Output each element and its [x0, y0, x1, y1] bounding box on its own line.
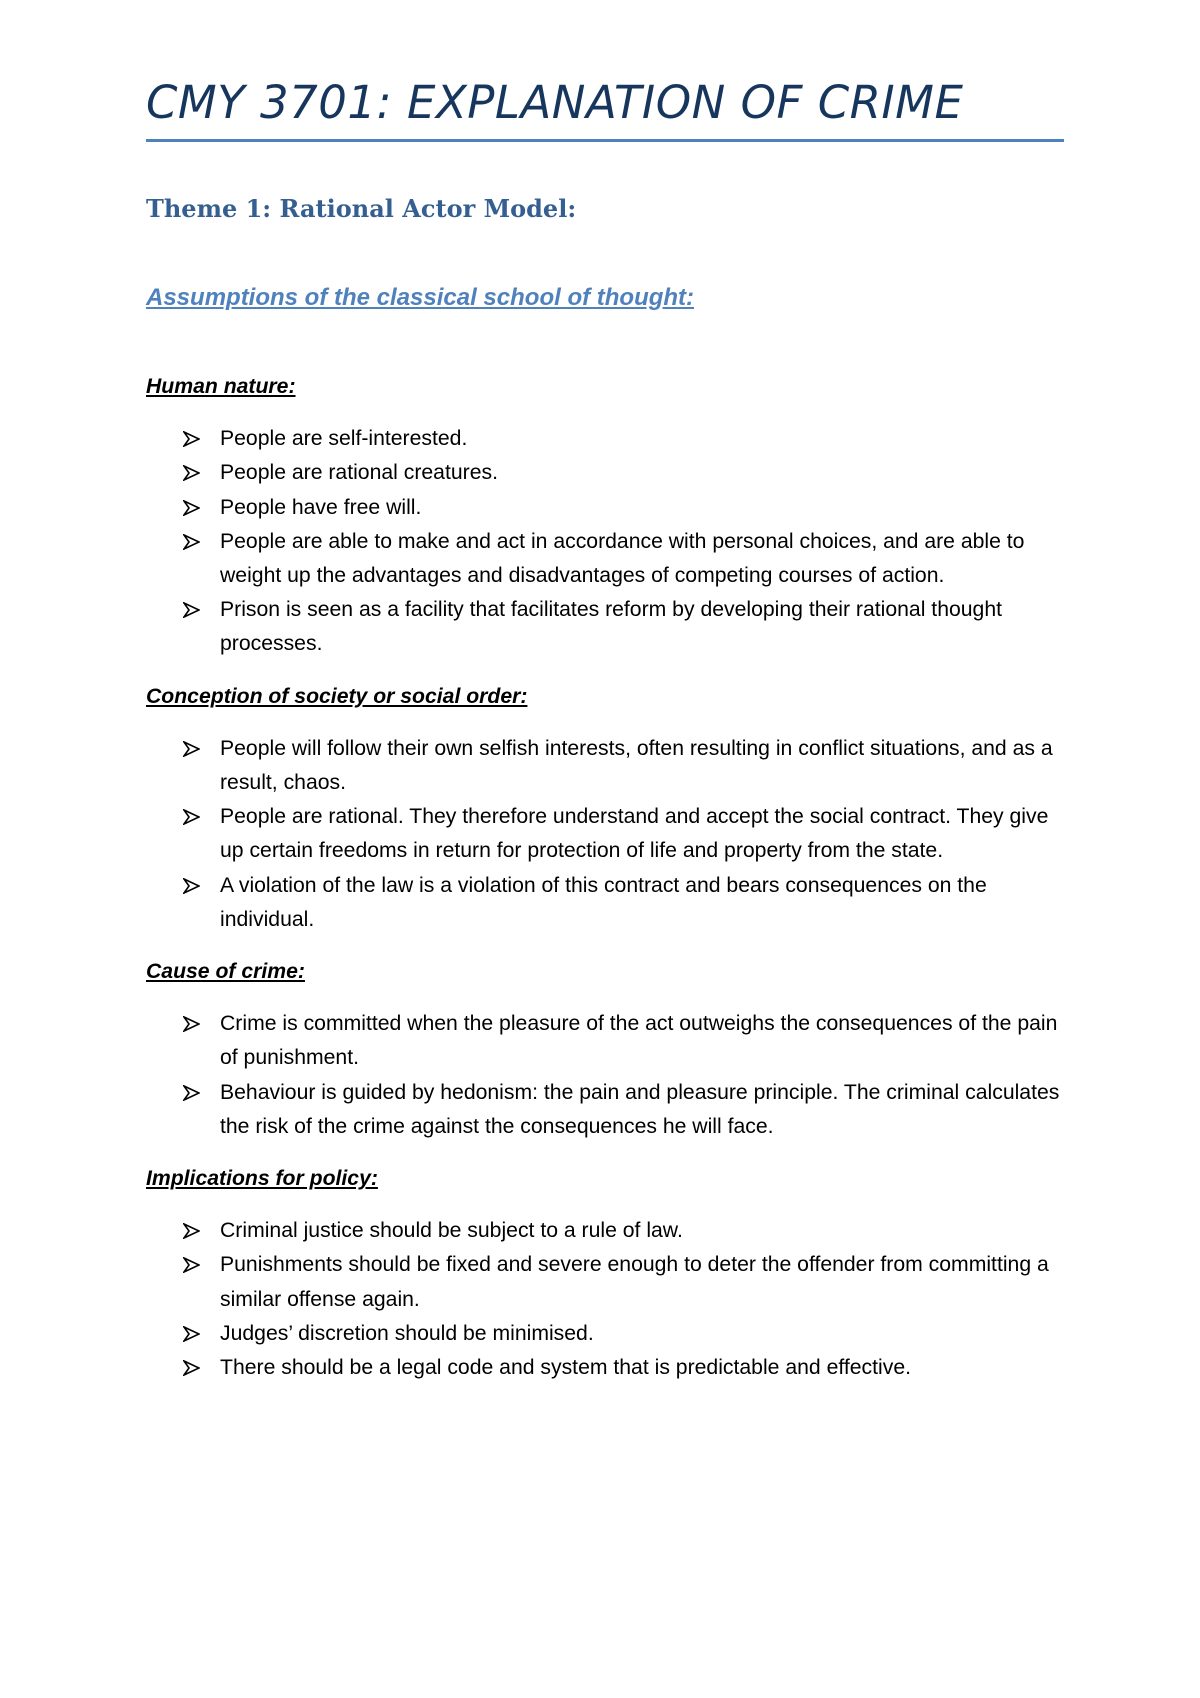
list-item-text: Prison is seen as a facility that facilitates reform by developing their rational thought processes.: [220, 598, 1002, 656]
arrowhead-bullet-icon: [183, 456, 207, 490]
arrowhead-bullet-icon: [183, 869, 207, 903]
arrowhead-bullet-icon: [183, 1214, 207, 1248]
list-item-text: Behaviour is guided by hedonism: the pain and pleasure principle. The criminal calculates the risk of the crime against the consequences he will face.: [220, 1080, 1060, 1138]
arrowhead-bullet-icon: [183, 1248, 207, 1282]
arrowhead-bullet-icon: [183, 491, 207, 525]
section-heading: Assumptions of the classical school of thought:: [146, 284, 695, 311]
list-item: [146, 1317, 1072, 1351]
list-item: [146, 456, 1072, 490]
list-item: [146, 732, 1072, 800]
list-item-text: Punishments should be fixed and severe enough to deter the offender from committing a similar offense again.: [220, 1253, 1049, 1311]
list-item: [146, 1076, 1072, 1144]
document-title: CMY 3701: EXPLANATION OF CRIME: [146, 76, 964, 129]
list-item: [146, 1351, 1072, 1385]
list-item-text: People are self-interested.: [220, 427, 468, 451]
list-item-text: People are rational creatures.: [220, 461, 498, 485]
list-item: [146, 422, 1072, 456]
arrowhead-bullet-icon: [183, 525, 207, 559]
list-item: [146, 1248, 1072, 1316]
list-item-text: People have free will.: [220, 495, 422, 519]
list-item: [146, 869, 1072, 937]
arrowhead-bullet-icon: [183, 1076, 207, 1110]
document-body: [146, 370, 1072, 1403]
list-item: [146, 1007, 1072, 1075]
bullet-list: [146, 1214, 1072, 1385]
arrowhead-bullet-icon: [183, 422, 207, 456]
list-item: [146, 525, 1072, 593]
arrowhead-bullet-icon: [183, 800, 207, 834]
arrowhead-bullet-icon: [183, 1351, 207, 1385]
arrowhead-bullet-icon: [183, 593, 207, 627]
arrowhead-bullet-icon: [183, 732, 207, 766]
list-item-text: Crime is committed when the pleasure of the act outweighs the consequences of the pain of punishment.: [220, 1012, 1058, 1070]
list-item: [146, 593, 1072, 661]
list-item-text: A violation of the law is a violation of this contract and bears consequences on the individual.: [220, 873, 987, 931]
section-subheading: Cause of crime:: [146, 960, 305, 984]
theme-heading: Theme 1: Rational Actor Model:: [146, 194, 577, 223]
list-item-text: There should be a legal code and system that is predictable and effective.: [220, 1356, 911, 1380]
bullet-list: [146, 422, 1072, 661]
list-item: [146, 1214, 1072, 1248]
list-item-text: People are rational. They therefore understand and accept the social contract. They give up certain freedoms in return for protection of life and property from the state.: [220, 805, 1049, 863]
arrowhead-bullet-icon: [183, 1007, 207, 1041]
section-subheading: Implications for policy:: [146, 1167, 378, 1191]
list-item-text: Criminal justice should be subject to a rule of law.: [220, 1219, 683, 1243]
bullet-list: [146, 732, 1072, 937]
arrowhead-bullet-icon: [183, 1317, 207, 1351]
list-item: [146, 491, 1072, 525]
section-subheading: Conception of society or social order:: [146, 684, 528, 708]
section-subheading: Human nature:: [146, 375, 296, 398]
title-underline-rule: [146, 139, 1064, 142]
list-item: [146, 800, 1072, 868]
list-item-text: Judges’ discretion should be minimised.: [220, 1321, 594, 1345]
bullet-list: [146, 1007, 1072, 1144]
list-item-text: People will follow their own selfish interests, often resulting in conflict situations, and as a result, chaos.: [220, 736, 1053, 795]
list-item-text: People are able to make and act in accordance with personal choices, and are able to weight up the advantages and disadvantages of competing courses of action.: [220, 529, 1025, 588]
